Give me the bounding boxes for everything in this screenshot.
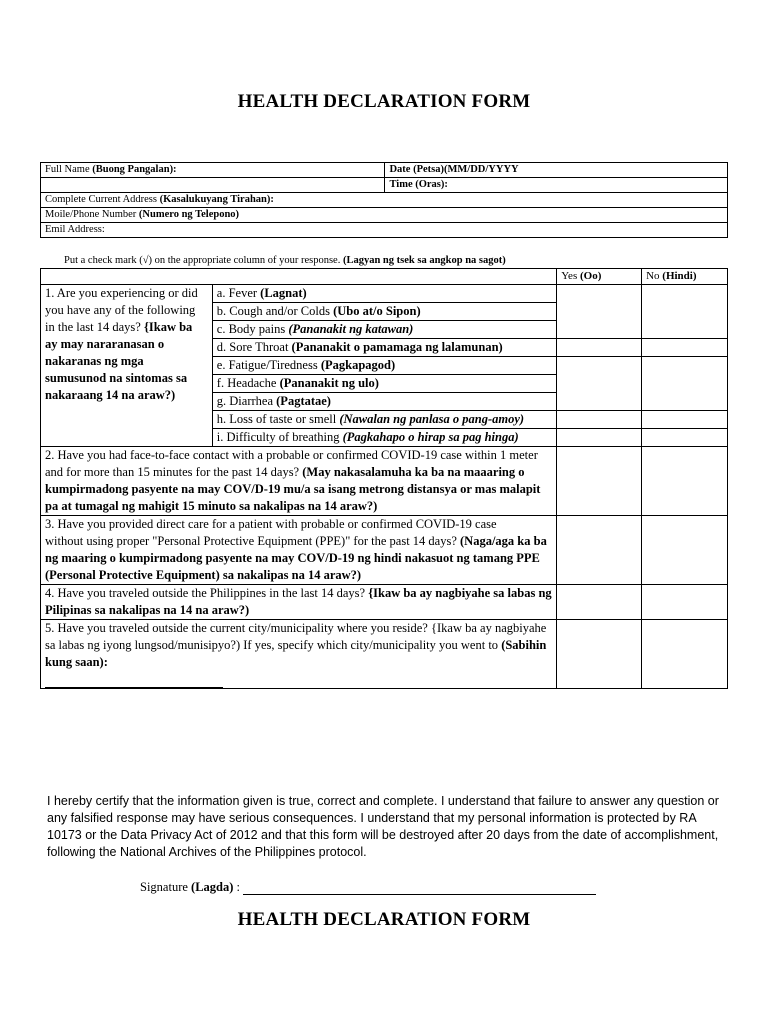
yes-checkbox-breathing[interactable]	[557, 429, 642, 447]
question-5-text: 5. Have you traveled outside the current city/municipality where you reside? {Ikaw ba ay nagbiyahe sa labas ng iyong lungsod/munisipyo?) If yes, specify which city/municipality you went to	[45, 621, 547, 652]
no-column-header: No (Hindi)	[642, 269, 728, 285]
yes-checkbox-q4[interactable]	[557, 585, 642, 620]
phone-label: Moile/Phone Number	[45, 209, 137, 220]
full-name-field-cont[interactable]	[41, 178, 385, 193]
question-5-text-tl: (Sabihin kung saan):	[45, 638, 547, 669]
full-name-label-tl: (Buong Pangalan):	[92, 164, 177, 175]
no-checkbox-q1-group1[interactable]	[642, 285, 728, 339]
question-3-text: 3. Have you provided direct care for a patient with probable or confirmed COVID-19 case	[45, 517, 497, 531]
check-instruction	[64, 255, 506, 266]
question-4-text-tl: {Ikaw ba ay nagbiyahe sa labas ng Pilipinas sa nakalipas na 14 na araw?)	[45, 586, 552, 617]
date-field[interactable]	[385, 163, 728, 178]
question-1-text: 1. Are you experiencing or did you have any of the following in the last 14 days?	[45, 286, 198, 334]
question-4-text: 4. Have you traveled outside the Philippines in the last 14 days?	[45, 586, 366, 600]
question-4	[41, 585, 557, 620]
certification-statement: I hereby certify that the information given is true, correct and complete. I understand that failure to answer any question or any falsified response may have serious consequences. I understand that my personal information is protected by RA 10173 or the Data Privacy Act of 2012 and that this form will be destroyed after 20 days from the date of accomplishment, following the National Archives of the Philippines protocol.	[47, 794, 719, 859]
yes-checkbox-q5[interactable]	[557, 620, 642, 689]
symptom-body-pains: c. Body pains (Pananakit ng katawan)	[212, 321, 556, 339]
header-blank	[41, 269, 557, 285]
signature-colon: :	[236, 880, 241, 894]
date-label: Date (Petsa)(MM/DD/YYYY	[389, 164, 519, 175]
signature-label: Signature	[140, 880, 188, 894]
symptom-fever: a. Fever (Lagnat)	[212, 285, 556, 303]
symptom-diarrhea: g. Diarrhea (Pagtatae)	[212, 393, 556, 411]
yes-checkbox-q1-group2[interactable]	[557, 357, 642, 411]
symptom-sore-throat: d. Sore Throat (Pananakit o pamamaga ng lalamunan)	[212, 339, 556, 357]
no-checkbox-q4[interactable]	[642, 585, 728, 620]
phone-field[interactable]	[41, 208, 728, 223]
no-checkbox-q2[interactable]	[642, 447, 728, 516]
form-title: HEALTH DECLARATION FORM	[237, 91, 531, 112]
question-2-text: 2. Have you had face-to-face contact with a probable or confirmed COVID-19 case within 1 meter and for more than 15 minutes for the past 14 days?	[45, 448, 538, 479]
email-field[interactable]	[41, 223, 728, 238]
yes-checkbox-sore-throat[interactable]	[557, 339, 642, 357]
address-label-tl: (Kasalukuyang Tirahan):	[159, 194, 274, 205]
yes-checkbox-q2[interactable]	[557, 447, 642, 516]
no-checkbox-breathing[interactable]	[642, 429, 728, 447]
email-label: Emil Address:	[45, 224, 105, 235]
question-3	[41, 516, 557, 585]
no-checkbox-sore-throat[interactable]	[642, 339, 728, 357]
instruction-text: Put a check mark (√) on the appropriate column of your response.	[64, 255, 341, 266]
symptom-loss-taste-smell: h. Loss of taste or smell (Nawalan ng panlasa o pang-amoy)	[212, 411, 556, 429]
no-checkbox-q5[interactable]	[642, 620, 728, 689]
symptom-fatigue: e. Fatigue/Tiredness (Pagkapagod)	[212, 357, 556, 375]
question-2	[41, 447, 557, 516]
question-2-text-tl: (May nakasalamuha ka ba na maaaring o kumpirmadong pasyente na may COV/D-19 mu/a sa isang metrong distansya or mas malapit pa at tumagal ng mahigit 15 minuto sa nakalipas na 14 araw?)	[45, 465, 541, 513]
symptom-difficulty-breathing: i. Difficulty of breathing (Pagkahapo o hirap sa pag hinga)	[212, 429, 556, 447]
question-3-text-tl: (Naga/aga ka ba ng maaring o kumpirmadong pasyente na may COV/D-19 ng hindi nakasuot ng tamang PPE (Personal Protective Equipment) sa nakalipas na 14 araw?)	[45, 534, 547, 582]
city-municipality-blank[interactable]	[45, 673, 223, 688]
question-1	[41, 285, 213, 447]
personal-info-table	[40, 162, 728, 238]
signature-row	[140, 880, 596, 895]
no-checkbox-q1-group2[interactable]	[642, 357, 728, 411]
questionnaire-table	[40, 268, 728, 689]
time-label: Time (Oras):	[389, 179, 448, 190]
phone-label-tl: (Numero ng Telepono)	[138, 209, 240, 220]
question-1-text-tl: {Ikaw ba ay may nararanasan o nakaranas ng mga sumusunod na sintomas sa nakaraang 14 na araw?)	[45, 320, 193, 402]
time-field[interactable]	[385, 178, 728, 193]
question-3-text-2: without using proper "Personal Protective Equipment (PPE)" for the past 14 days?	[45, 534, 457, 548]
address-label: Complete Current Address	[45, 194, 157, 205]
full-name-field[interactable]	[41, 163, 385, 178]
address-field[interactable]	[41, 193, 728, 208]
yes-checkbox-taste-smell[interactable]	[557, 411, 642, 429]
signature-line[interactable]	[243, 881, 596, 895]
no-checkbox-q3[interactable]	[642, 516, 728, 585]
instruction-text-tl: (Lagyan ng tsek sa angkop na sagot)	[342, 255, 506, 266]
yes-checkbox-q1-group1[interactable]	[557, 285, 642, 339]
symptom-headache: f. Headache (Pananakit ng ulo)	[212, 375, 556, 393]
question-5	[41, 620, 557, 689]
yes-checkbox-q3[interactable]	[557, 516, 642, 585]
symptom-cough: b. Cough and/or Colds (Ubo at/o Sipon)	[212, 303, 556, 321]
signature-label-tl: (Lagda)	[191, 880, 234, 894]
yes-column-header: Yes (Oo)	[557, 269, 642, 285]
form-title-repeat: HEALTH DECLARATION FORM	[237, 909, 531, 930]
full-name-label: Full Name	[45, 164, 90, 175]
no-checkbox-taste-smell[interactable]	[642, 411, 728, 429]
